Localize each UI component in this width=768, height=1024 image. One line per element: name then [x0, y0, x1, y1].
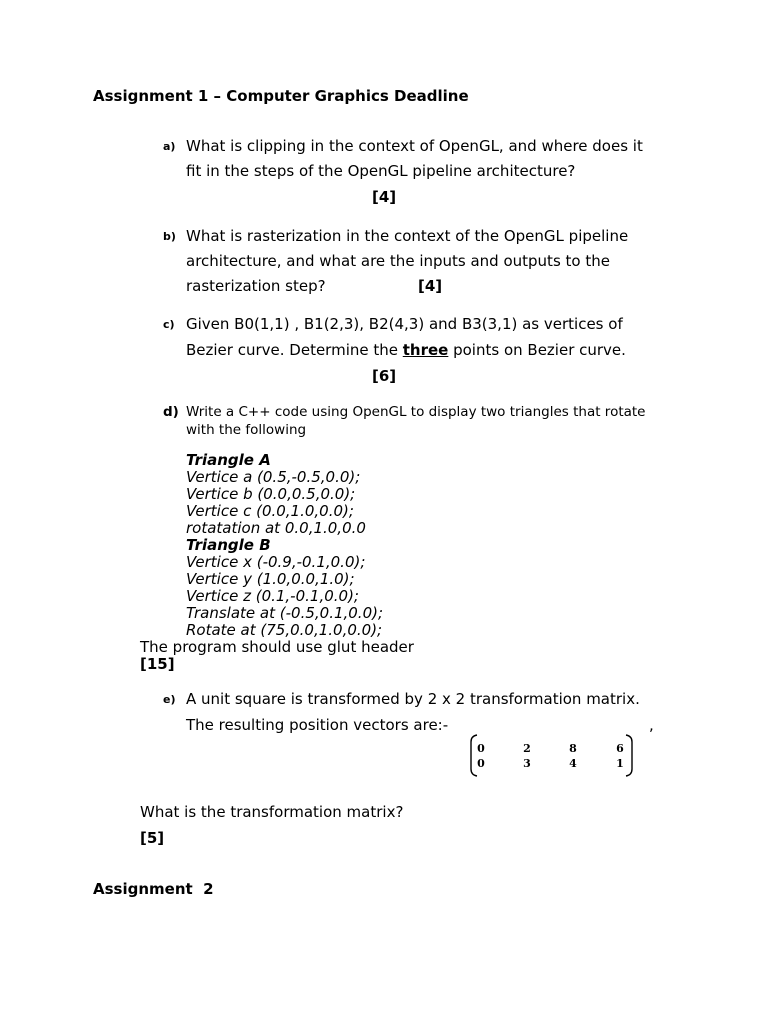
question-b-label: b): [163, 230, 176, 243]
matrix-cell: 8: [569, 742, 577, 755]
triangle-a-line: Vertice a (0.5,-0.5,0.0);: [186, 468, 361, 486]
question-c-text-after: points on Bezier curve.: [448, 341, 626, 359]
question-a-text-line: fit in the steps of the OpenGL pipeline architecture?: [186, 162, 576, 180]
triangle-b-line: Rotate at (75,0.0,1.0,0.0);: [186, 621, 383, 639]
triangle-b-line: Translate at (-0.5,0.1,0.0);: [186, 604, 384, 622]
question-c-text-line: Given B0(1,1) , B1(2,3), B2(4,3) and B3(3,1) as vertices of: [186, 315, 623, 333]
matrix-cell: 4: [569, 757, 577, 770]
triangle-b-title: Triangle B: [186, 536, 271, 554]
question-b-text-line: What is rasterization in the context of the OpenGL pipeline: [186, 227, 629, 245]
question-c-emphasis-three: three: [402, 341, 449, 359]
question-e-prompt: What is the transformation matrix?: [140, 803, 404, 821]
assignment-1-heading: Assignment 1 – Computer Graphics Deadline: [93, 87, 469, 105]
question-c-label: c): [163, 318, 175, 331]
triangle-b-line: Vertice x (-0.9,-0.1,0.0);: [186, 553, 366, 571]
matrix-cell: 2: [523, 742, 531, 755]
question-e-text-line: A unit square is transformed by 2 x 2 transformation matrix.: [186, 690, 640, 708]
question-e-text-line: The resulting position vectors are:-: [186, 716, 449, 734]
triangle-a-line: Vertice b (0.0,0.5,0.0);: [186, 485, 356, 503]
question-e-label: e): [163, 693, 176, 706]
matrix-cell: 3: [523, 757, 531, 770]
position-vectors-matrix: [462, 730, 640, 782]
question-d-text-line: with the following: [186, 422, 307, 438]
question-a-label: a): [163, 140, 176, 153]
matrix-cell: 6: [616, 742, 624, 755]
question-a-text-line: What is clipping in the context of OpenGL, and where does it: [186, 137, 643, 155]
triangle-b-line: Vertice z (0.1,-0.1,0.0);: [186, 587, 359, 605]
triangle-b-line: Vertice y (1.0,0.0,1.0);: [186, 570, 355, 588]
question-d-marks: [15]: [140, 655, 175, 673]
question-d-label: d): [163, 404, 179, 420]
matrix-cell: 0: [477, 742, 485, 755]
question-d-text-line: Write a C++ code using OpenGL to display two triangles that rotate: [186, 404, 646, 420]
question-d-note: The program should use glut header: [140, 638, 414, 656]
question-e-marks: [5]: [140, 829, 165, 847]
question-c-text-line: [186, 341, 626, 359]
question-a-marks: [4]: [372, 188, 397, 206]
question-b-text-line: architecture, and what are the inputs and outputs to the: [186, 252, 610, 270]
question-b-text-line: rasterization step?: [186, 277, 326, 295]
question-c-text-before: Bezier curve. Determine the: [186, 341, 403, 359]
triangle-a-title: Triangle A: [186, 451, 271, 469]
question-b-marks: [4]: [418, 277, 443, 295]
triangle-a-line: Vertice c (0.0,1.0,0.0);: [186, 502, 354, 520]
triangle-a-line: rotatation at 0.0,1.0,0.0: [186, 519, 366, 537]
assignment-2-heading: Assignment 2: [93, 880, 214, 898]
matrix-cell: 0: [477, 757, 485, 770]
question-e-trailing-comma: ,: [649, 716, 654, 734]
question-c-marks: [6]: [372, 367, 397, 385]
matrix-cell: 1: [616, 757, 624, 770]
